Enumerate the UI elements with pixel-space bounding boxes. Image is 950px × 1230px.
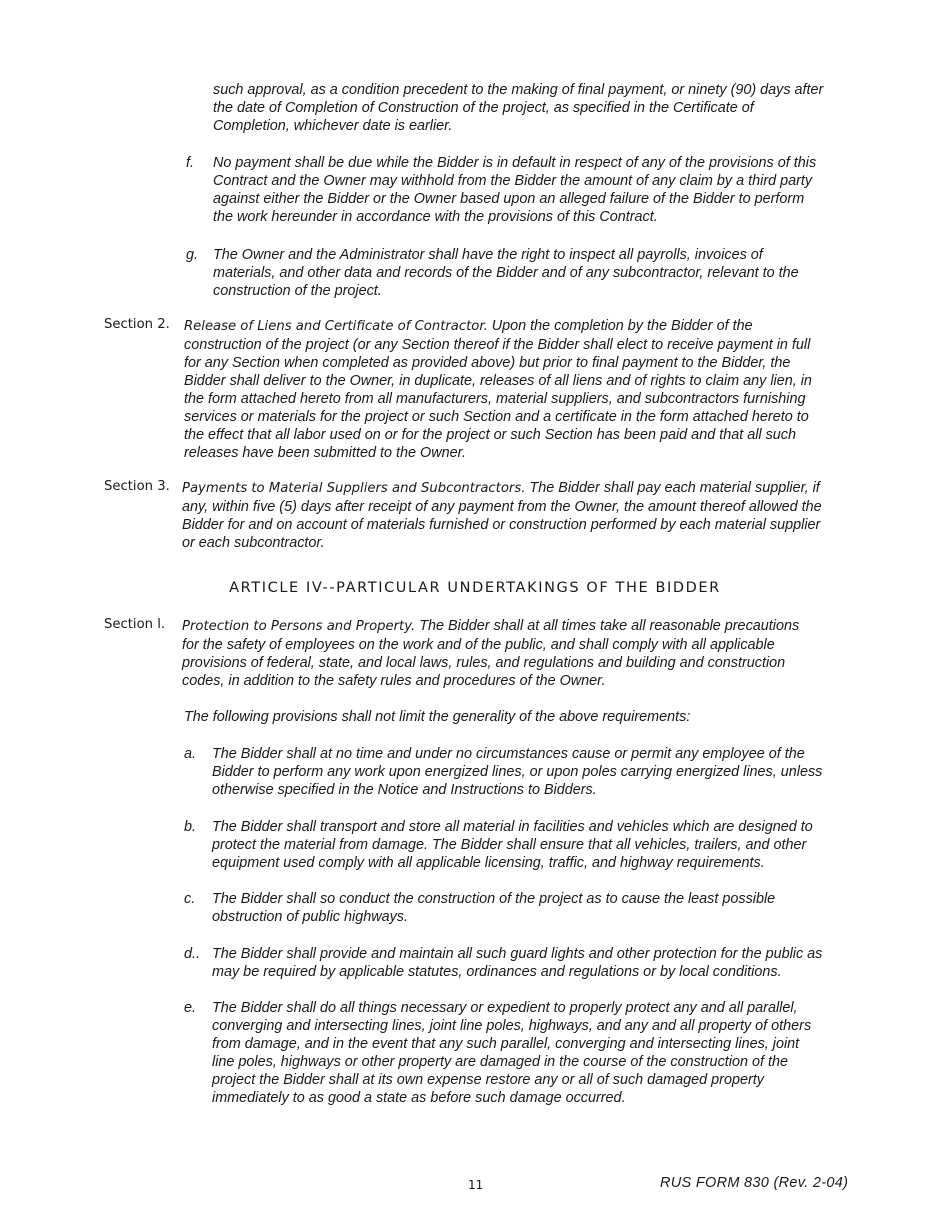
section-text: The Bidder shall at all times take all reasonable precautions for the safety of employees on the work and of the public, and shall comply with all applicable provisions of federal, state, and local laws, rules, and regulations and building and construction codes, in addition to the safety rules and procedures of the Owner. [182,618,800,689]
provisions-intro [184,708,824,726]
section-text: Upon the completion by the Bidder of the construction of the project (or any Section thereof if the Bidder shall elect to receive payment in full for any Section when completed as provided above) but prior to final payment to the Bidder, the Bidder shall deliver to the Owner, in duplicate, releases of all liens and of rights to claim any lien, in the form attached hereto from all manufacturers, material suppliers, and subcontractors furnishing services or materials for the project or such Section and a certificate in the form attached hereto to the effect that all labor used on or for the project or such Section has been paid and that all such releases have been submitted to the Owner. [184,318,812,461]
section-title: Payments to Material Suppliers and Subcontractors. [182,481,526,496]
section-text: The Bidder shall pay each material supplier, if any, within five (5) days after receipt of any payment from the Owner, the amount thereof allowed the Bidder for and on account of materials furnished or construction performed by each material supplier or each subcontractor. [182,480,822,551]
section-2 [104,317,828,462]
section-title: Release of Liens and Certificate of Contractor. [184,319,488,334]
list-item-label: e. [184,1000,197,1016]
section-3-body [182,479,822,552]
list-item-g [186,246,826,300]
list-item-e [184,999,824,1107]
list-item-label: d.. [184,946,200,962]
article-heading: ARTICLE IV--PARTICULAR UNDERTAKINGS OF THE BIDDER [229,580,721,596]
list-item-label: g. [186,247,199,263]
section-number: Section 2. [104,317,170,332]
form-identifier: RUS FORM 830 (Rev. 2-04) [660,1175,849,1191]
section-title: Protection to Persons and Property. [182,619,416,634]
section-number: Section l. [104,617,166,632]
list-item-text: The Bidder shall at no time and under no circumstances cause or permit any employee of the Bidder to perform any work upon energized lines, or upon poles carrying energized lines, unless otherwise specified in the Notice and Instructions to Bidders. [212,746,823,798]
list-item-text: The Bidder shall do all things necessary or expedient to properly protect any and all parallel, converging and intersecting lines, joint line poles, highways, and any and all property of others from damage, and in the event that any such parallel, converging and intersecting lines, joint line poles, highways or other property are damaged in the course of the construction of the project the Bidder shall at its own expense restore any or all of such damaged property immediately to as good a state as before such damage occurred. [212,1000,812,1106]
continuation-paragraph [213,81,825,135]
list-item-a [184,745,824,799]
section-1 [104,617,828,690]
list-item-b [184,818,824,872]
section-1-body [182,617,812,690]
list-item-label: c. [184,891,196,907]
list-item-label: f. [186,155,194,171]
continuation-text: such approval, as a condition precedent to the making of final payment, or ninety (90) days after the date of Completion of Construction of the project, as specified in the Certificate of Completion, whichever date is earlier. [213,82,824,134]
list-item-d [184,945,824,981]
provisions-intro-text: The following provisions shall not limit the generality of the above requirements: [184,709,691,725]
list-item-text: The Owner and the Administrator shall have the right to inspect all payrolls, invoices of materials, and other data and records of the Bidder and of any subcontractor, relevant to the construction of the project. [213,247,799,299]
list-item-text: The Bidder shall so conduct the construction of the project as to cause the least possible obstruction of public highways. [212,891,776,925]
list-item-label: a. [184,746,197,762]
list-item-text: No payment shall be due while the Bidder is in default in respect of any of the provisions of this Contract and the Owner may withhold from the Bidder the amount of any claim by a third party against either the Bidder or the Owner based upon an alleged failure of the Bidder to perform the work hereunder in accordance with the provisions of this Contract. [213,155,817,225]
section-2-body [184,317,828,462]
list-item-f [186,154,826,226]
section-number: Section 3. [104,479,170,494]
list-item-text: The Bidder shall provide and maintain all such guard lights and other protection for the public as may be required by applicable statutes, ordinances and regulations or by local conditions. [212,946,823,980]
section-3 [104,479,828,552]
list-item-label: b. [184,819,197,835]
page-number: 11 [468,1178,484,1192]
list-item-c [184,890,784,926]
list-item-text: The Bidder shall transport and store all material in facilities and vehicles which are designed to protect the material from damage. The Bidder shall ensure that all vehicles, trailers, and other equipment used comply with all applicable licensing, traffic, and highway requirements. [212,819,813,871]
